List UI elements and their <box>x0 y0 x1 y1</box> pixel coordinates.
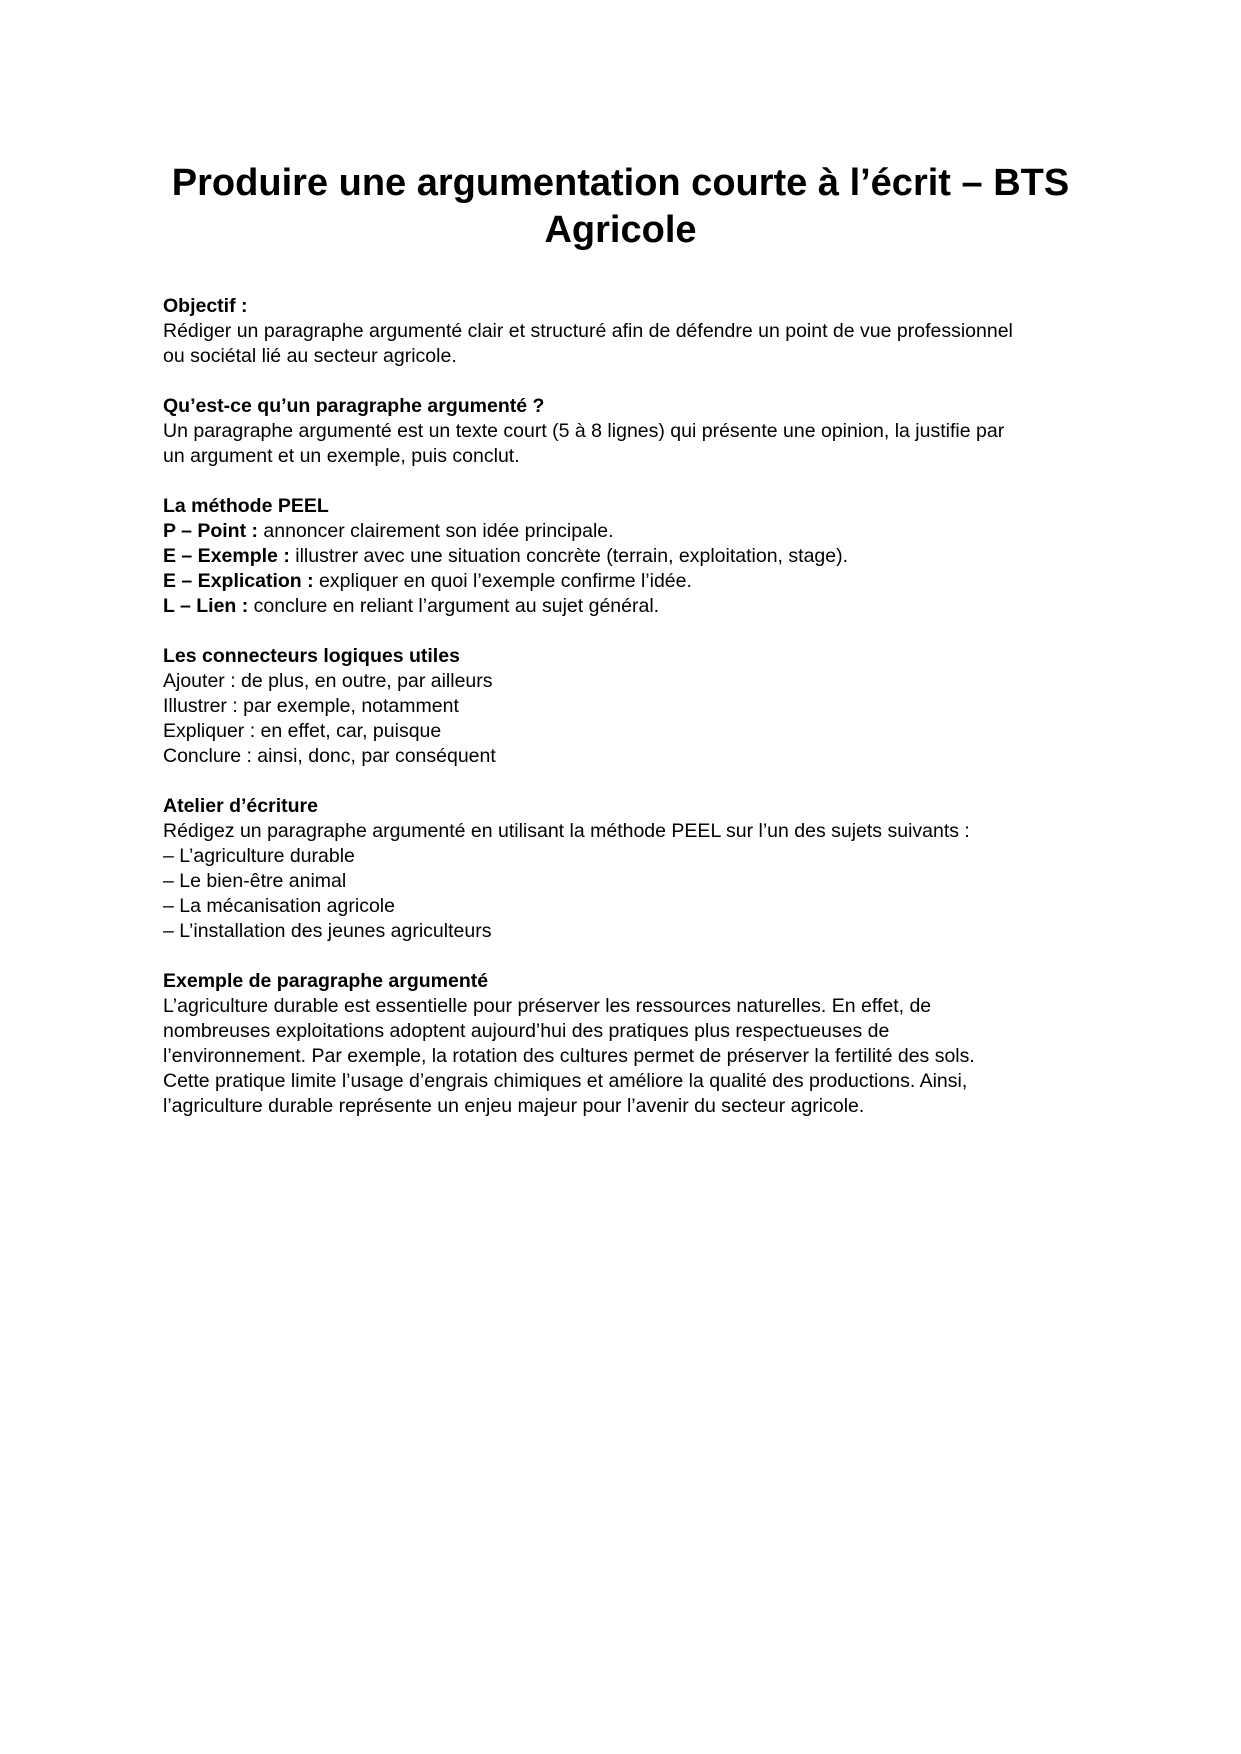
peel-item-label: L – Lien : <box>163 595 249 617</box>
peel-item-label: E – Exemple : <box>163 545 290 567</box>
text-line: ou sociétal lié au secteur agricole. <box>163 345 457 367</box>
list-item: – L’installation des jeunes agriculteurs <box>163 920 492 942</box>
text-line: Cette pratique limite l’usage d’engrais chimiques et améliore la qualité des productions. Ainsi, <box>163 1070 968 1092</box>
text-line: L’agriculture durable est essentielle pour préserver les ressources naturelles. En effet, de <box>163 995 932 1017</box>
text-line: Rédiger un paragraphe argumenté clair et structuré afin de défendre un point de vue professionnel <box>163 320 1013 342</box>
list-item: – La mécanisation agricole <box>163 895 395 917</box>
section-heading: Qu’est-ce qu’un paragraphe argumenté ? <box>163 395 545 417</box>
section-heading: Objectif : <box>163 295 248 317</box>
text-line: l’agriculture durable représente un enjeu majeur pour l’avenir du secteur agricole. <box>163 1095 865 1117</box>
text-line: nombreuses exploitations adoptent aujourd’hui des pratiques plus respectueuses de <box>163 1020 890 1042</box>
text-line: Rédigez un paragraphe argumenté en utilisant la méthode PEEL sur l’un des sujets suivants : <box>163 820 970 842</box>
list-item: – Le bien-être animal <box>163 870 347 892</box>
list-item: Conclure : ainsi, donc, par conséquent <box>163 745 496 767</box>
section-atelier <box>163 794 1083 944</box>
section-peel <box>163 494 1083 619</box>
peel-item-text: illustrer avec une situation concrète (terrain, exploitation, stage). <box>289 545 849 567</box>
list-item: Ajouter : de plus, en outre, par ailleurs <box>163 670 493 692</box>
peel-item-explication <box>163 569 1083 594</box>
document-body <box>163 294 1083 1144</box>
peel-item-text: annoncer clairement son idée principale. <box>258 520 614 542</box>
section-objectif <box>163 294 1083 369</box>
peel-item-text: expliquer en quoi l’exemple confirme l’idée. <box>313 570 692 592</box>
text-line: Un paragraphe argumenté est un texte court (5 à 8 lignes) qui présente une opinion, la justifie par <box>163 420 1005 442</box>
peel-item-lien <box>163 594 1083 619</box>
section-exemple <box>163 969 1083 1119</box>
section-definition <box>163 394 1083 469</box>
section-connecteurs <box>163 644 1083 769</box>
section-heading: Atelier d’écriture <box>163 795 318 817</box>
section-heading: Exemple de paragraphe argumenté <box>163 970 489 992</box>
list-item: Expliquer : en effet, car, puisque <box>163 720 442 742</box>
list-item: – L’agriculture durable <box>163 845 355 867</box>
peel-item-point <box>163 519 1083 544</box>
peel-item-text: conclure en reliant l’argument au sujet général. <box>248 595 660 617</box>
peel-item-label: P – Point : <box>163 520 258 542</box>
list-item: Illustrer : par exemple, notamment <box>163 695 459 717</box>
text-line: l’environnement. Par exemple, la rotation des cultures permet de préserver la fertilité des sols. <box>163 1045 975 1067</box>
section-heading: Les connecteurs logiques utiles <box>163 645 460 667</box>
peel-item-label: E – Explication : <box>163 570 314 592</box>
section-heading: La méthode PEEL <box>163 495 329 517</box>
text-line: un argument et un exemple, puis conclut. <box>163 445 520 467</box>
peel-item-exemple <box>163 544 1083 569</box>
page-title: Produire une argumentation courte à l’écrit – BTS Agricole <box>171 162 1070 251</box>
